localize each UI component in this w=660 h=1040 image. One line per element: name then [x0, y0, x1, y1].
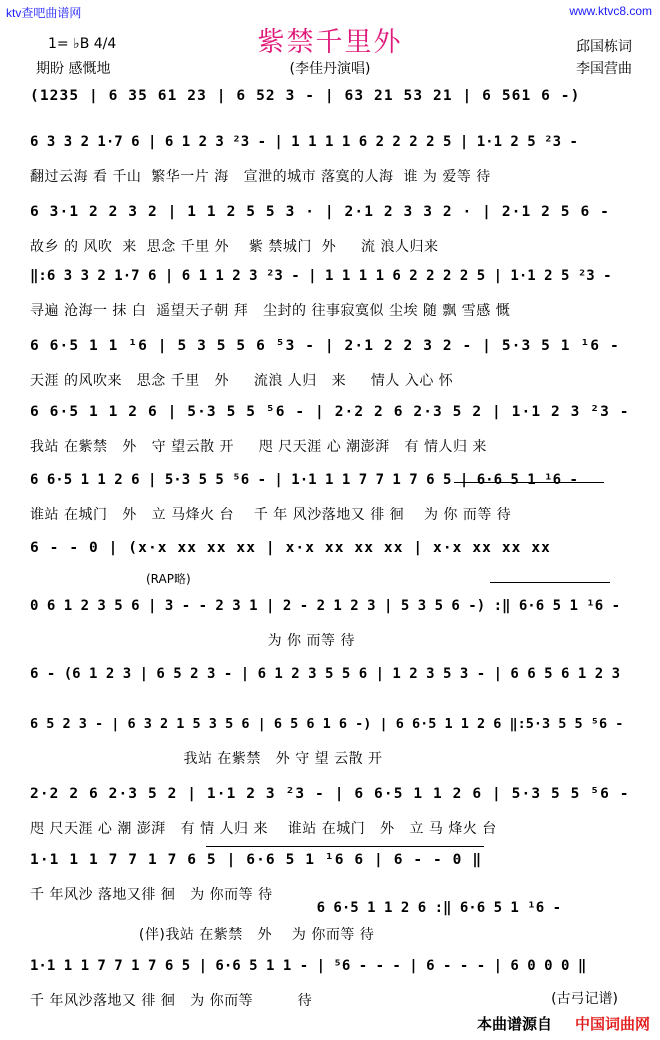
rap-note: (RAP略) [146, 572, 191, 586]
note-line: 1·1 1 1 7 7 1 7 6 5 | 6·6 5 1 1 - | ⁵6 - - - | 6 - - - | 6 0 0 0 ‖ [30, 958, 587, 974]
lyric-line: 千 年风沙落地又 徘 徊 为 你而等 待 [30, 993, 313, 1009]
lyricist-credit: 邱国栋词 [576, 39, 632, 55]
source-label: 本曲谱源自 [476, 1015, 552, 1033]
lyric-line: 我站 在紫禁 外 守 望 云散 开 [30, 751, 383, 767]
note-line: 0 6 1 2 3 5 6 | 3 - - 2 3 1 | 2 - 2 1 2 3 | 5 3 5 6 -) :‖ 6·6 5 1 ¹6 - [30, 598, 621, 614]
lyric-line: 寻遍 沧海一 抹 白 遥望天子朝 拜 尘封的 往事寂寞似 尘埃 随 飘 雪感 慨 [30, 303, 511, 319]
note-line: 6 3 3 2 1·7 6 | 6 1 2 3 ²3 - | 1 1 1 1 6 2 2 2 2 5 | 1·1 2 5 ²3 - [30, 134, 578, 150]
notation-system [30, 338, 630, 390]
note-line: 6 6·5 1 1 2 6 | 5·3 5 5 ⁵6 - | 1·1 1 1 7 7 1 7 6 5 | 6·6 5 1 ¹6 - [30, 472, 578, 488]
note-line: 6 6·5 1 1 2 6 | 5·3 5 5 ⁵6 - | 2·2 2 6 2·3 5 2 | 1·1 2 3 ²3 - [30, 404, 630, 420]
notation-system [30, 900, 630, 952]
watermark-left: ktv查吧曲谱网 [6, 6, 82, 20]
notation-system [30, 666, 630, 718]
notation-system [30, 852, 630, 904]
notation-system [30, 540, 630, 592]
notation-system [30, 204, 630, 256]
notation-system [30, 716, 630, 768]
lyric-line: 翻过云海 看 千山 繁华一片 海 宣泄的城市 落寞的人海 谁 为 爱等 待 [30, 169, 491, 185]
notation-system [30, 958, 630, 1010]
note-line: 1·1 1 1 7 7 1 7 6 5 | 6·6 5 1 ¹6 6 | 6 - - 0 ‖ [30, 852, 483, 868]
lyric-line: (伴)我站 在紫禁 外 为 你而等 待 [30, 927, 375, 943]
singer-credit: (李佳丹演唱) [289, 61, 371, 77]
notation-system [30, 404, 630, 456]
lyric-line: 天涯 的风吹来 思念 千里 外 流浪 人归 来 情人 入心 怀 [30, 373, 454, 389]
notation-system [30, 134, 630, 186]
lyric-line: 谁站 在城门 外 立 马烽火 台 千 年 风沙落地又 徘 徊 为 你 而等 待 [30, 507, 512, 523]
notation-system [30, 88, 630, 140]
watermark-right: www.ktvc8.com [569, 4, 652, 18]
lyric-line: 为 你 而等 待 [30, 633, 355, 649]
lyric-line: 咫 尺天涯 心 潮 澎湃 有 情 人归 来 谁站 在城门 外 立 马 烽火 台 [30, 821, 497, 837]
notation-system [30, 268, 630, 320]
volta-bracket [206, 846, 484, 847]
key-signature: 1= ♭B 4/4 [48, 36, 117, 52]
notation-system [30, 472, 630, 524]
volta-bracket [454, 482, 604, 483]
source-site-link[interactable]: 中国词曲网 [574, 1015, 650, 1033]
volta-bracket [490, 582, 610, 583]
note-line: (1235 | 6 35 61 23 | 6 52 3 - | 63 21 53 21 | 6 561 6 -) [30, 88, 581, 104]
note-line: 6 6·5 1 1 ¹6 | 5 3 5 5 6 ⁵3 - | 2·1 2 2 3 2 - | 5·3 5 1 ¹6 - [30, 338, 620, 354]
expression-mark: 期盼 感慨地 [36, 61, 111, 77]
note-line: 2·2 2 6 2·3 5 2 | 1·1 2 3 ²3 - | 6 6·5 1 1 2 6 | 5·3 5 5 ⁵6 - [30, 786, 630, 802]
lyric-line: 我站 在紫禁 外 守 望云散 开 咫 尺天涯 心 潮澎湃 有 情人归 来 [30, 439, 487, 455]
note-line: 6 5 2 3 - | 6 3 2 1 5 3 5 6 | 6 5 6 1 6 -) | 6 6·5 1 1 2 6 ‖:5·3 5 5 ⁵6 - [30, 716, 624, 732]
composer-credit: 李国营曲 [576, 61, 632, 77]
note-line: 6 3·1 2 2 3 2 | 1 1 2 5 5 3 · | 2·1 2 3 3 2 · | 2·1 2 5 6 - [30, 204, 610, 220]
lyric-line: 千 年风沙 落地又徘 徊 为 你而等 待 [30, 887, 273, 903]
note-line: ‖:6 3 3 2 1·7 6 | 6 1 1 2 3 ²3 - | 1 1 1 1 6 2 2 2 2 5 | 1·1 2 5 ²3 - [30, 268, 612, 284]
note-line: 6 6·5 1 1 2 6 :‖ 6·6 5 1 ¹6 - [30, 900, 562, 916]
notation-system [30, 786, 630, 838]
notation-system [30, 598, 630, 650]
note-line: 6 - - 0 | (x·x xx xx xx | x·x xx xx xx | x·x xx xx xx [30, 540, 551, 556]
note-line: 6 - (6 1 2 3 | 6 5 2 3 - | 6 1 2 3 5 5 6 | 1 2 3 5 3 - | 6 6 5 6 1 2 3 [30, 666, 621, 682]
transcriber-credit: (古弓记谱) [551, 991, 618, 1007]
lyric-line: 故乡 的 风吹 来 思念 千里 外 紫 禁城门 外 流 浪人归来 [30, 239, 439, 255]
song-title: 紫禁千里外 [257, 27, 403, 58]
